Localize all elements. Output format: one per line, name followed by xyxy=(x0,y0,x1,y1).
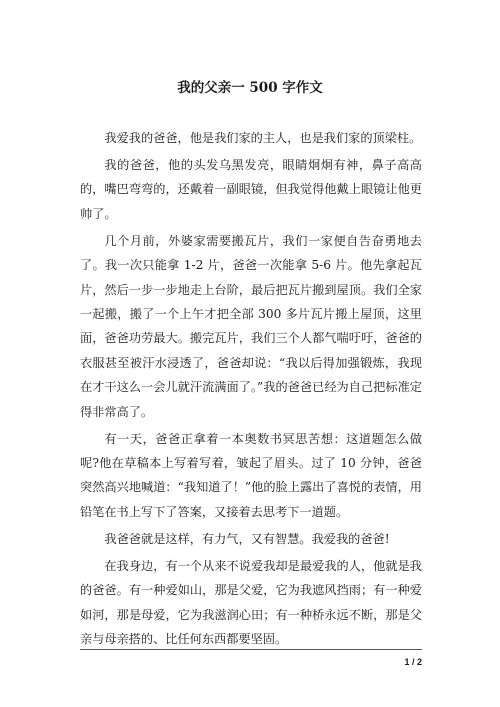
document-body xyxy=(80,126,422,654)
document-title: 我的父亲一 500 字作文 xyxy=(177,80,323,96)
paragraph: 有一天，爸爸正拿着一本奥数书冥思苦想：这道题怎么做呢?他在草稿本上写着写着，皱起了眉头。过了 10 分钟，爸爸突然高兴地喊道：“我知道了！”他的脸上露出了喜悦的表情，用铅笔在书上写下了答案，又接着去思考下一道题。 xyxy=(80,431,422,519)
footer-divider xyxy=(80,649,422,650)
page-number: 1 / 2 xyxy=(404,657,422,667)
paragraph: 在我身边，有一个从来不说爱我却是最爱我的人，他就是我的爸爸。有一种爱如山，那是父爱，它为我遮风挡雨；有一种爱如河，那是母爱，它为我滋润心田；有一种桥永远不断，那是父亲与母亲搭的、比任何东西都要坚固。 xyxy=(80,558,422,647)
paragraph: 我爸爸就是这样，有力气，又有智慧。我爱我的爸爸! xyxy=(104,531,390,546)
paragraph: 几个月前，外婆家需要搬瓦片，我们一家便自告奋勇地去了。我一次只能拿 1-2 片，爸爸一次能拿 5-6 片。他先拿起瓦片，然后一步一步地走上台阶，最后把瓦片搬到屋顶。我们全家一起搬，搬了一个上午才把全部 300 多片瓦片搬上屋顶，这里面，爸爸功劳最大。搬完瓦片，我们三个人都气喘吁吁，爸爸的衣服甚至被汗水浸透了，爸爸却说：“我以后得加强锻炼，我现在才干这么一会儿就汗流满面了。”我的爸爸已经为自己把标准定得非常高了。 xyxy=(80,233,422,419)
paragraph: 我爱我的爸爸，他是我们家的主人，也是我们家的顶梁柱。 xyxy=(104,131,422,145)
paragraph: 我的爸爸，他的头发乌黑发亮，眼睛炯炯有神，鼻子高高的，嘴巴弯弯的，还戴着一副眼镜，但我觉得他戴上眼镜让他更帅了。 xyxy=(80,158,422,221)
